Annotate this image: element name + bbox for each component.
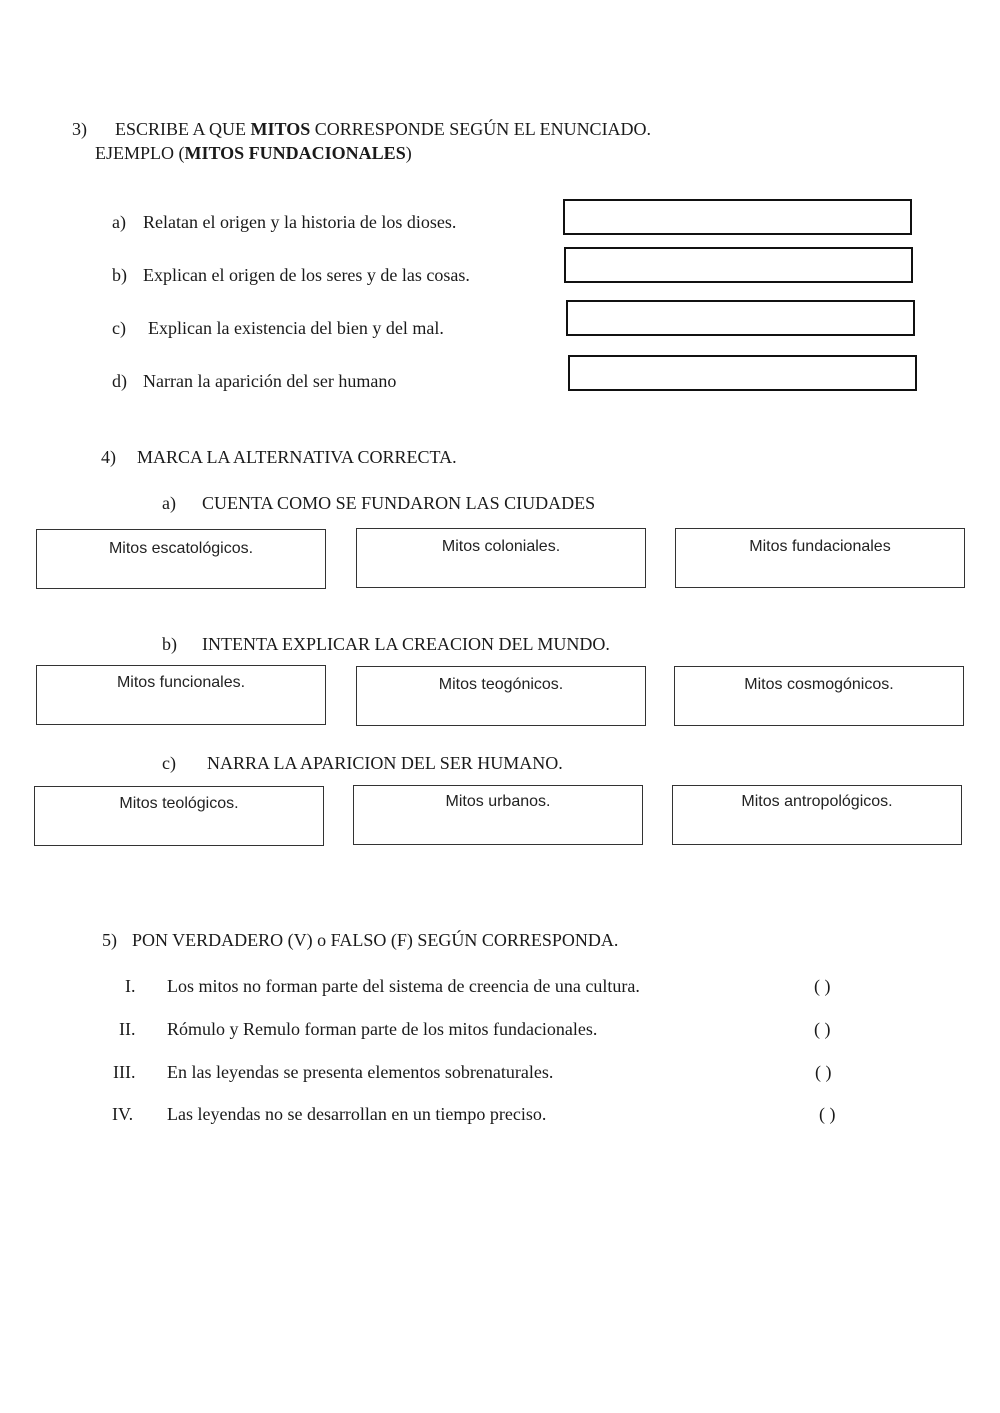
option-mitos-escatologicos[interactable] [36,529,326,589]
q3-answer-box-a[interactable] [563,199,912,235]
q5-item-numeral: IV. [112,1104,134,1124]
question-3-example: EJEMPLO (MITOS FUNDACIONALES) [95,143,412,163]
q5-item-numeral: II. [119,1019,136,1039]
question-4-title: MARCA LA ALTERNATIVA CORRECTA. [137,447,457,467]
q3-item-text: Narran la aparición del ser humano [143,371,397,391]
option-mitos-coloniales[interactable] [356,528,646,588]
q3-answer-box-b[interactable] [564,247,913,283]
q5-item-text: Los mitos no forman parte del sistema de creencia de una cultura. [167,976,640,996]
q5-item-text: Rómulo y Remulo forman parte de los mitos fundacionales. [167,1019,598,1039]
q4-group-letter: c) [162,753,176,773]
q3-item-letter: c) [112,318,126,338]
true-false-mark[interactable]: ( ) [819,1104,836,1124]
option-label: Mitos fundacionales [749,538,891,555]
option-label: Mitos escatológicos. [108,540,254,557]
option-label: Mitos teológicos. [119,795,239,812]
option-mitos-urbanos[interactable] [353,785,643,845]
true-false-mark[interactable]: ( ) [815,1062,832,1082]
option-label: Mitos cosmogónicos. [744,676,894,693]
q5-item-numeral: III. [113,1062,136,1082]
q4-group-letter: a) [162,493,176,513]
q4-group-prompt: INTENTA EXPLICAR LA CREACION DEL MUNDO. [202,634,610,654]
q3-item-letter: d) [112,371,127,391]
option-mitos-funcionales[interactable] [36,665,326,725]
option-mitos-antropologicos[interactable] [672,785,962,845]
q3-item-letter: a) [112,212,126,232]
option-mitos-fundacionales[interactable] [675,528,965,588]
q5-item-text: Las leyendas no se desarrollan en un tiempo preciso. [167,1104,547,1124]
q4-group-letter: b) [162,634,177,654]
question-4-number: 4) [101,447,116,467]
question-3-title: ESCRIBE A QUE MITOS CORRESPONDE SEGÚN EL ENUNCIADO. [115,119,652,139]
option-label: Mitos antropológicos. [741,793,893,810]
q4-group-prompt: CUENTA COMO SE FUNDARON LAS CIUDADES [202,493,596,513]
q3-item-letter: b) [112,265,127,285]
q5-item-text: En las leyendas se presenta elementos sobrenaturales. [167,1062,554,1082]
q3-item-text: Explican el origen de los seres y de las cosas. [143,265,470,285]
question-5-number: 5) [102,930,117,950]
option-label: Mitos coloniales. [441,538,561,555]
option-label: Mitos urbanos. [445,793,551,810]
option-mitos-teogonicos[interactable] [356,666,646,726]
option-label: Mitos teogónicos. [438,676,564,693]
q3-item-text: Explican la existencia del bien y del mal. [148,318,444,338]
q3-answer-box-d[interactable] [568,355,917,391]
true-false-mark[interactable]: ( ) [814,1019,831,1039]
q4-group-prompt: NARRA LA APARICION DEL SER HUMANO. [207,753,563,773]
option-mitos-cosmogonicos[interactable] [674,666,964,726]
option-label: Mitos funcionales. [116,674,246,691]
true-false-mark[interactable]: ( ) [814,976,831,996]
q3-answer-box-c[interactable] [566,300,915,336]
question-5-title: PON VERDADERO (V) o FALSO (F) SEGÚN CORRESPONDA. [132,930,619,950]
q3-item-text: Relatan el origen y la historia de los dioses. [143,212,457,232]
q5-item-numeral: I. [125,976,136,996]
option-mitos-teologicos[interactable] [34,786,324,846]
question-3-number: 3) [72,119,87,139]
